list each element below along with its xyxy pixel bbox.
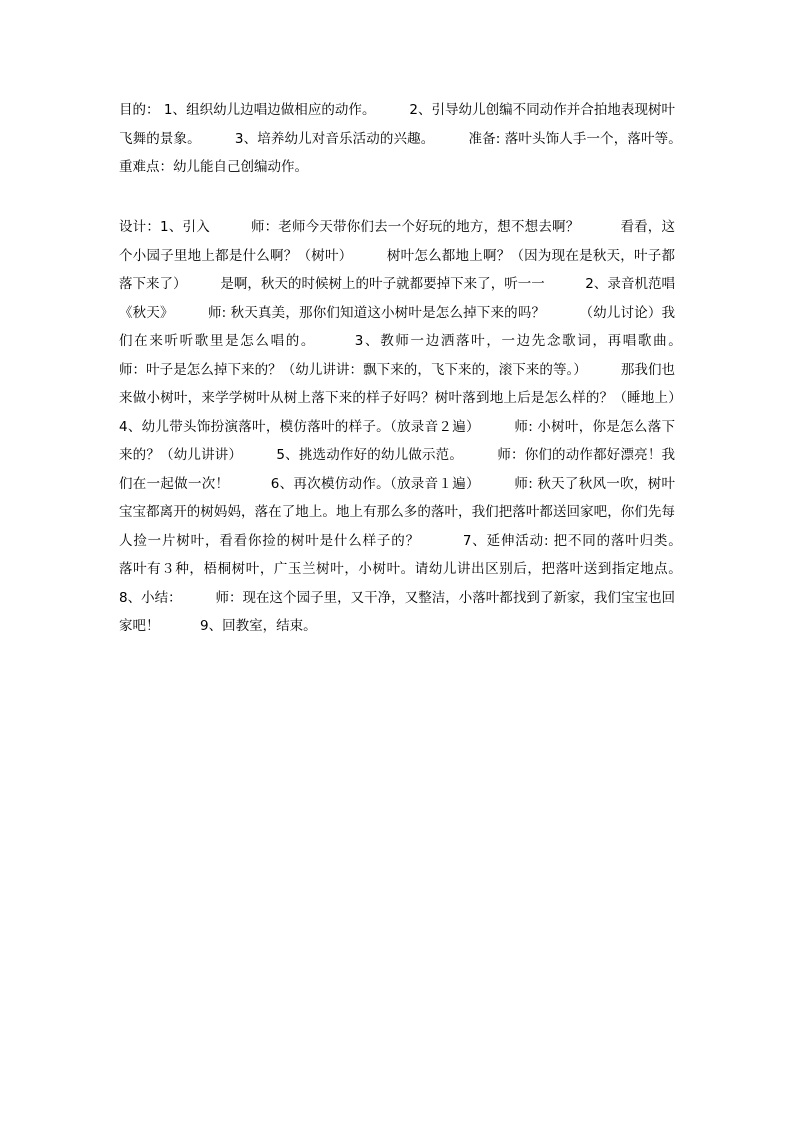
goals-paragraph: 目的： 1、组织幼儿边唱边做相应的动作。 2、引导幼儿创编不同动作并合拍地表现树叶飞舞的景象。 3、培养幼儿对音乐活动的兴趣。 准备: 落叶头饰人手一个，落叶等。 重难点：幼儿能自己创编动作。 [119,102,716,175]
design-paragraph: 设计：1、引入 师：老师今天带你们去一个好玩的地方，想不想去啊？ 看看，这个小园子里地上都是什么啊？（树叶） 树叶怎么都地上啊？（因为现在是秋天，叶子都落下来了） 是啊，秋天的时候树上的叶子就都要掉下来了，听一一 2、录音机范唱《秋天》 师: 秋天真美，那你们知道这小树叶是怎么掉下来的吗？ （幼儿讨论）我们在来听听歌里是怎么唱的。 3、教师一边洒落叶，一边先念歌词，再唱歌曲。 师：叶子是怎么掉下来的？（幼儿讲讲：飘下来的，飞下来的，滚下来的等。） 那我们也来做小树叶，来学学树叶从树上落下来的样子好吗？树叶落到地上后是怎么样的？（睡地上） 4、幼儿带头饰扮演落叶，模仿落叶的样子。（放录音２遍） 师: 小树叶，你是怎么落下来的？（幼儿讲讲） 5、挑选动作好的幼儿做示范。 师：你们的动作都好漂亮！我们在一起做一次！ 6、再次模仿动作。（放录音１遍） 师: 秋天了秋风一吹，树叶宝宝都离开的树妈妈，落在了地上。地上有那么多的落叶，我们把落叶都送回家吧，你们先每人捡一片树叶，看看你捡的树叶是什么样子的？ 7、延伸活动: 把不同的落叶归类。 落叶有３种，梧桐树叶，广玉兰树叶，小树叶。请幼儿讲出区别后，把落叶送到指定地点。 8、小结： 师：现在这个园子里，又干净，又整洁，小落叶都找到了新家，我们宝宝也回家吧！ 9、回教室，结束。 [119,219,716,634]
